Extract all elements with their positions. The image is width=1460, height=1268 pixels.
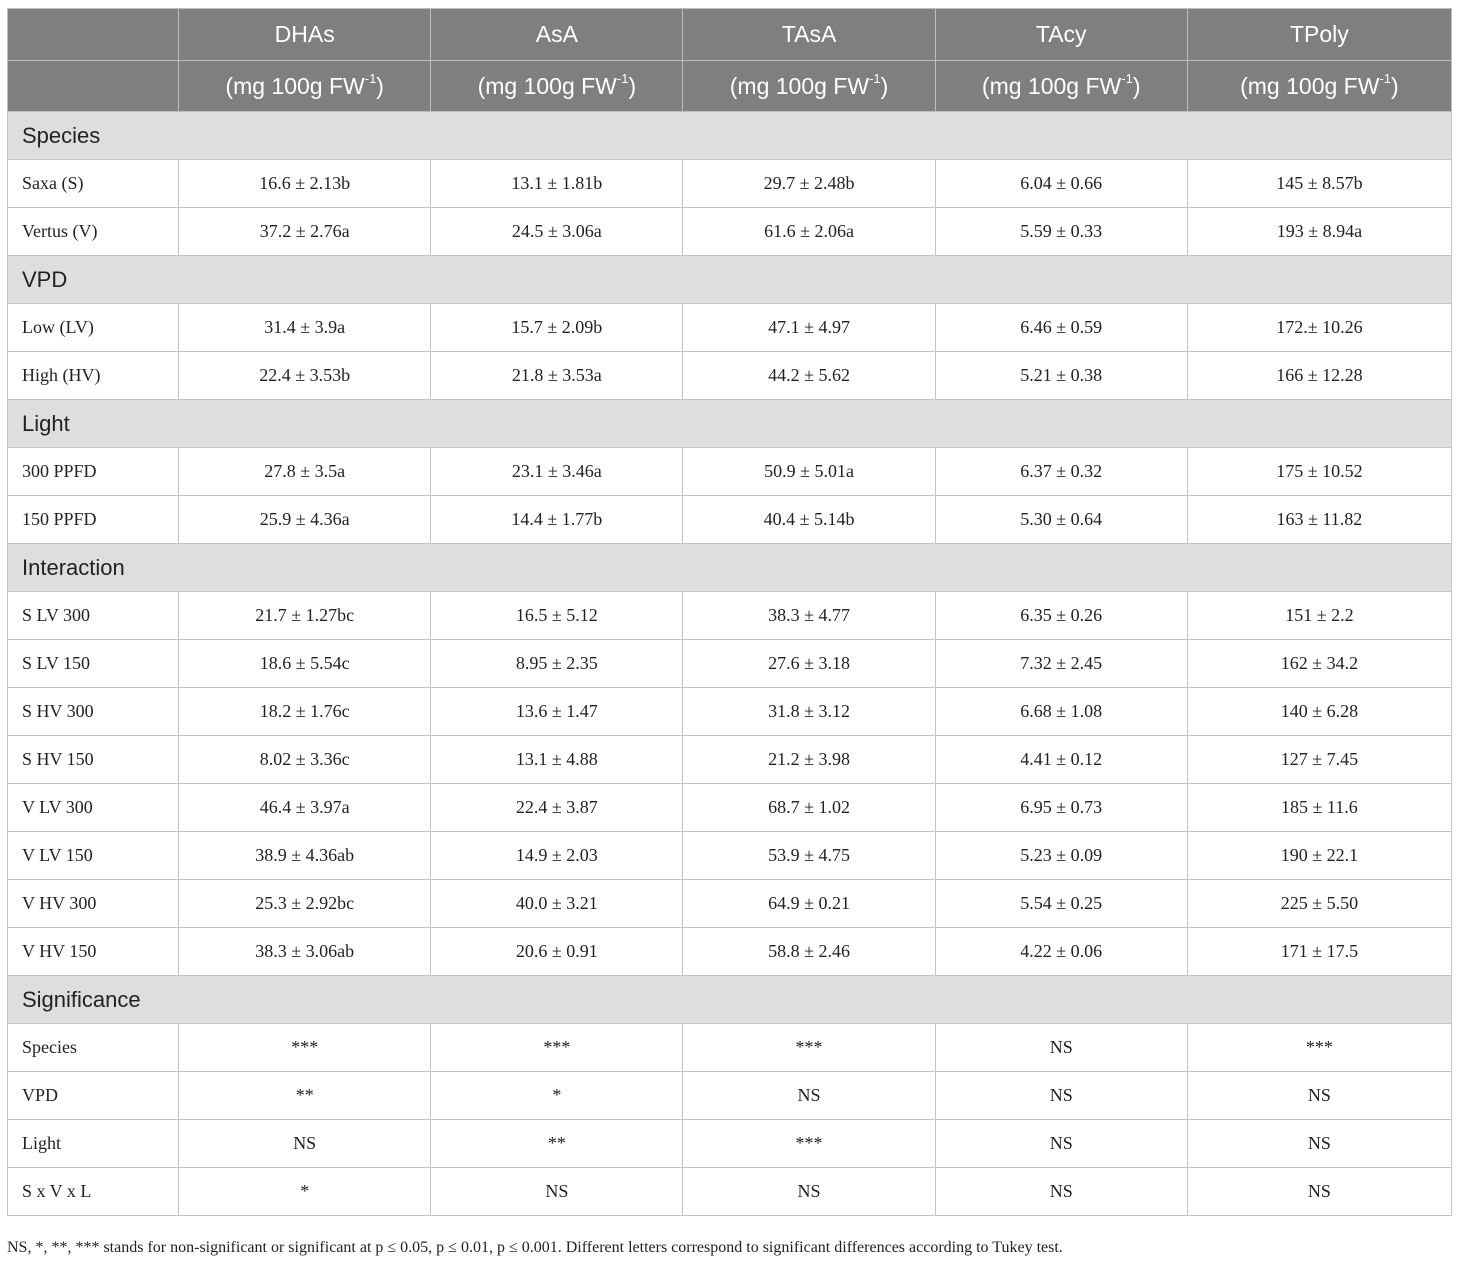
table-cell: 37.2 ± 2.76a	[179, 208, 431, 256]
section-row	[8, 976, 1452, 1024]
table-cell: ***	[1187, 1024, 1451, 1072]
row-label: S x V x L	[8, 1168, 179, 1216]
header-name: TAsA	[683, 9, 935, 61]
table-cell: 18.6 ± 5.54c	[179, 640, 431, 688]
table-cell: 8.02 ± 3.36c	[179, 736, 431, 784]
table-cell: 172.± 10.26	[1187, 304, 1451, 352]
table-cell: 6.37 ± 0.32	[935, 448, 1187, 496]
row-label: S LV 300	[8, 592, 179, 640]
table-cell: 29.7 ± 2.48b	[683, 160, 935, 208]
header-unit: (mg 100g $FW^{-1}$)	[683, 61, 935, 112]
section-row	[8, 256, 1452, 304]
table-cell: 127 ± 7.45	[1187, 736, 1451, 784]
row-label: Low (LV)	[8, 304, 179, 352]
header-row-units	[8, 61, 1452, 112]
table-cell: 14.4 ± 1.77b	[431, 496, 683, 544]
table-row	[8, 640, 1452, 688]
header-unit: (mg 100g $FW^{-1}$)	[935, 61, 1187, 112]
row-label: High (HV)	[8, 352, 179, 400]
table-cell: 4.41 ± 0.12	[935, 736, 1187, 784]
table-cell: 38.3 ± 4.77	[683, 592, 935, 640]
row-label: 150 PPFD	[8, 496, 179, 544]
table-row	[8, 688, 1452, 736]
table-cell: 6.68 ± 1.08	[935, 688, 1187, 736]
table-cell: 5.21 ± 0.38	[935, 352, 1187, 400]
header-name: DHAs	[179, 9, 431, 61]
table-cell: 27.6 ± 3.18	[683, 640, 935, 688]
table-cell: 38.9 ± 4.36ab	[179, 832, 431, 880]
section-row	[8, 112, 1452, 160]
table-cell: 185 ± 11.6	[1187, 784, 1451, 832]
table-cell: 46.4 ± 3.97a	[179, 784, 431, 832]
section-row	[8, 544, 1452, 592]
row-label: V LV 300	[8, 784, 179, 832]
table-cell: 68.7 ± 1.02	[683, 784, 935, 832]
row-label: V LV 150	[8, 832, 179, 880]
table-body	[8, 112, 1452, 1216]
table-cell: 5.23 ± 0.09	[935, 832, 1187, 880]
table-row	[8, 880, 1452, 928]
row-label: Vertus (V)	[8, 208, 179, 256]
table-cell: 21.7 ± 1.27bc	[179, 592, 431, 640]
table-cell: 193 ± 8.94a	[1187, 208, 1451, 256]
table-cell: 140 ± 6.28	[1187, 688, 1451, 736]
header-corner	[8, 9, 179, 61]
table-cell: 13.6 ± 1.47	[431, 688, 683, 736]
section-title: VPD	[8, 256, 1452, 304]
table-cell: 8.95 ± 2.35	[431, 640, 683, 688]
table-cell: 58.8 ± 2.46	[683, 928, 935, 976]
table-row	[8, 496, 1452, 544]
table-cell: NS	[935, 1168, 1187, 1216]
table-cell: ***	[179, 1024, 431, 1072]
table-cell: 175 ± 10.52	[1187, 448, 1451, 496]
table-cell: NS	[1187, 1120, 1451, 1168]
header-unit: (mg 100g $FW^{-1}$)	[431, 61, 683, 112]
table-cell: 166 ± 12.28	[1187, 352, 1451, 400]
table-cell: 22.4 ± 3.87	[431, 784, 683, 832]
table-cell: NS	[1187, 1072, 1451, 1120]
table-cell: 14.9 ± 2.03	[431, 832, 683, 880]
table-row	[8, 1168, 1452, 1216]
section-title: Significance	[8, 976, 1452, 1024]
row-label: VPD	[8, 1072, 179, 1120]
table-cell: 151 ± 2.2	[1187, 592, 1451, 640]
table-row	[8, 592, 1452, 640]
table-cell: 190 ± 22.1	[1187, 832, 1451, 880]
table-cell: **	[179, 1072, 431, 1120]
table-cell: 22.4 ± 3.53b	[179, 352, 431, 400]
table-row	[8, 832, 1452, 880]
table-cell: 145 ± 8.57b	[1187, 160, 1451, 208]
table-cell: 21.8 ± 3.53a	[431, 352, 683, 400]
table-cell: NS	[935, 1120, 1187, 1168]
table-cell: 31.4 ± 3.9a	[179, 304, 431, 352]
table-cell: 18.2 ± 1.76c	[179, 688, 431, 736]
table-footnote: NS, *, **, *** stands for non-significant or significant at p ≤ 0.05, p ≤ 0.01, p ≤ 0.001. Different letters correspond to significant differences according to Tukey test.	[7, 1239, 1063, 1256]
table-cell: 53.9 ± 4.75	[683, 832, 935, 880]
table-cell: NS	[935, 1024, 1187, 1072]
row-label: Light	[8, 1120, 179, 1168]
table-cell: 47.1 ± 4.97	[683, 304, 935, 352]
table-cell: 5.30 ± 0.64	[935, 496, 1187, 544]
header-row-names	[8, 9, 1452, 61]
table-row	[8, 448, 1452, 496]
table-cell: *	[179, 1168, 431, 1216]
section-title: Light	[8, 400, 1452, 448]
table-cell: 25.9 ± 4.36a	[179, 496, 431, 544]
table-row	[8, 208, 1452, 256]
table-cell: 16.6 ± 2.13b	[179, 160, 431, 208]
header-name: TPoly	[1187, 9, 1451, 61]
table-cell: 50.9 ± 5.01a	[683, 448, 935, 496]
table-cell: NS	[935, 1072, 1187, 1120]
table-cell: ***	[431, 1024, 683, 1072]
table-cell: 20.6 ± 0.91	[431, 928, 683, 976]
table-cell: NS	[683, 1168, 935, 1216]
table-row	[8, 1120, 1452, 1168]
table-row	[8, 928, 1452, 976]
row-label: 300 PPFD	[8, 448, 179, 496]
section-title: Species	[8, 112, 1452, 160]
header-name: AsA	[431, 9, 683, 61]
table-cell: 16.5 ± 5.12	[431, 592, 683, 640]
table-cell: 38.3 ± 3.06ab	[179, 928, 431, 976]
table-cell: 13.1 ± 1.81b	[431, 160, 683, 208]
table-row	[8, 304, 1452, 352]
table-cell: 7.32 ± 2.45	[935, 640, 1187, 688]
table-header	[8, 9, 1452, 112]
table-cell: 40.0 ± 3.21	[431, 880, 683, 928]
table-row	[8, 784, 1452, 832]
table-row	[8, 1072, 1452, 1120]
table-cell: 225 ± 5.50	[1187, 880, 1451, 928]
table-cell: 163 ± 11.82	[1187, 496, 1451, 544]
table-cell: 25.3 ± 2.92bc	[179, 880, 431, 928]
table-cell: NS	[431, 1168, 683, 1216]
data-table	[7, 8, 1452, 1216]
table-cell: 27.8 ± 3.5a	[179, 448, 431, 496]
table-row	[8, 160, 1452, 208]
table-cell: 40.4 ± 5.14b	[683, 496, 935, 544]
table-cell: 5.59 ± 0.33	[935, 208, 1187, 256]
table-row	[8, 736, 1452, 784]
table-cell: 5.54 ± 0.25	[935, 880, 1187, 928]
header-corner	[8, 61, 179, 112]
row-label: V HV 150	[8, 928, 179, 976]
table-cell: 6.46 ± 0.59	[935, 304, 1187, 352]
table-cell: 162 ± 34.2	[1187, 640, 1451, 688]
row-label: S HV 150	[8, 736, 179, 784]
table-cell: 44.2 ± 5.62	[683, 352, 935, 400]
table-cell: NS	[683, 1072, 935, 1120]
table-cell: 23.1 ± 3.46a	[431, 448, 683, 496]
table-cell: 6.35 ± 0.26	[935, 592, 1187, 640]
table-cell: *	[431, 1072, 683, 1120]
header-unit: (mg 100g $FW^{-1}$)	[179, 61, 431, 112]
table-row	[8, 1024, 1452, 1072]
table-cell: **	[431, 1120, 683, 1168]
row-label: S HV 300	[8, 688, 179, 736]
table-cell: 171 ± 17.5	[1187, 928, 1451, 976]
row-label: S LV 150	[8, 640, 179, 688]
row-label: V HV 300	[8, 880, 179, 928]
table-cell: 24.5 ± 3.06a	[431, 208, 683, 256]
table-cell: 6.95 ± 0.73	[935, 784, 1187, 832]
table-cell: 64.9 ± 0.21	[683, 880, 935, 928]
row-label: Saxa (S)	[8, 160, 179, 208]
table-cell: 4.22 ± 0.06	[935, 928, 1187, 976]
table-cell: 13.1 ± 4.88	[431, 736, 683, 784]
section-row	[8, 400, 1452, 448]
table-cell: ***	[683, 1120, 935, 1168]
table-cell: 21.2 ± 3.98	[683, 736, 935, 784]
section-title: Interaction	[8, 544, 1452, 592]
table-cell: ***	[683, 1024, 935, 1072]
row-label: Species	[8, 1024, 179, 1072]
table-cell: 15.7 ± 2.09b	[431, 304, 683, 352]
table-cell: 6.04 ± 0.66	[935, 160, 1187, 208]
table-cell: NS	[1187, 1168, 1451, 1216]
header-name: TAcy	[935, 9, 1187, 61]
table-cell: NS	[179, 1120, 431, 1168]
header-unit: (mg 100g $FW^{-1}$)	[1187, 61, 1451, 112]
table-cell: 31.8 ± 3.12	[683, 688, 935, 736]
table-cell: 61.6 ± 2.06a	[683, 208, 935, 256]
table-row	[8, 352, 1452, 400]
